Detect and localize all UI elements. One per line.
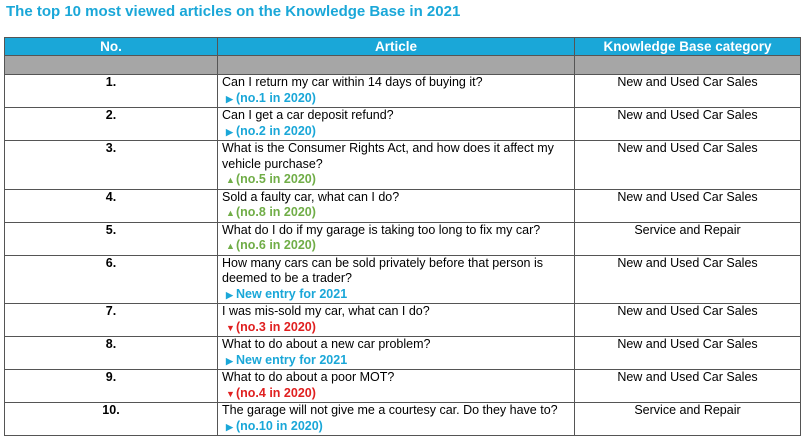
article-cell bbox=[218, 370, 575, 403]
triangle-right-icon: ▶ bbox=[226, 355, 233, 366]
rank-number: 8. bbox=[5, 337, 218, 370]
table-row bbox=[5, 222, 801, 255]
triangle-right-icon: ▶ bbox=[226, 421, 233, 432]
table-row bbox=[5, 141, 801, 190]
triangle-up-icon: ▲ bbox=[226, 241, 235, 251]
category-cell: New and Used Car Sales bbox=[575, 108, 801, 141]
article-cell bbox=[218, 255, 575, 304]
rank-number: 10. bbox=[5, 403, 218, 436]
category-cell: Service and Repair bbox=[575, 222, 801, 255]
table-row bbox=[5, 304, 801, 337]
triangle-down-icon: ▼ bbox=[226, 322, 235, 333]
triangle-right-icon: ▶ bbox=[226, 93, 233, 104]
rank-number: 7. bbox=[5, 304, 218, 337]
article-question[interactable]: What is the Consumer Rights Act, and how does it affect my vehicle purchase? bbox=[222, 141, 554, 171]
rank-number: 5. bbox=[5, 222, 218, 255]
article-question[interactable]: The garage will not give me a courtesy car. Do they have to? bbox=[222, 403, 558, 417]
article-cell bbox=[218, 337, 575, 370]
triangle-up-icon: ▲ bbox=[226, 208, 235, 218]
table-row bbox=[5, 337, 801, 370]
rank-number: 9. bbox=[5, 370, 218, 403]
subheader-cell bbox=[218, 56, 575, 75]
table-row bbox=[5, 108, 801, 141]
rank-change-label: (no.4 in 2020) bbox=[236, 385, 316, 400]
rank-change bbox=[222, 91, 568, 108]
rank-change-label: (no.6 in 2020) bbox=[236, 238, 316, 252]
column-header-no: No. bbox=[5, 38, 218, 56]
table-header-row bbox=[5, 38, 801, 56]
rank-change-label: (no.2 in 2020) bbox=[236, 123, 316, 138]
article-question[interactable]: What do I do if my garage is taking too long to fix my car? bbox=[222, 222, 541, 237]
rank-change bbox=[222, 238, 568, 255]
table-subheader-row bbox=[5, 56, 801, 75]
rank-change bbox=[222, 124, 568, 141]
column-header-category: Knowledge Base category bbox=[575, 38, 801, 56]
article-question[interactable]: I was mis-sold my car, what can I do? bbox=[222, 304, 430, 318]
article-cell bbox=[218, 141, 575, 190]
rank-number: 3. bbox=[5, 141, 218, 190]
page-title: The top 10 most viewed articles on the Knowledge Base in 2021 bbox=[6, 3, 461, 20]
table-row bbox=[5, 255, 801, 304]
subheader-cell bbox=[575, 56, 801, 75]
rank-change bbox=[222, 172, 568, 189]
rank-change-label: (no.5 in 2020) bbox=[236, 172, 316, 186]
triangle-up-icon: ▲ bbox=[226, 175, 235, 185]
table-row bbox=[5, 75, 801, 108]
article-question[interactable]: What to do about a poor MOT? bbox=[222, 370, 395, 384]
rank-change-label: (no.8 in 2020) bbox=[236, 205, 316, 219]
rank-change bbox=[222, 419, 568, 436]
rank-number: 6. bbox=[5, 255, 218, 304]
triangle-right-icon: ▶ bbox=[226, 126, 233, 137]
category-cell: New and Used Car Sales bbox=[575, 75, 801, 108]
subheader-cell bbox=[5, 56, 218, 75]
articles-table bbox=[4, 37, 801, 436]
rank-change bbox=[222, 386, 568, 403]
rank-number: 1. bbox=[5, 75, 218, 108]
rank-change-label: (no.1 in 2020) bbox=[236, 90, 316, 105]
column-header-article: Article bbox=[218, 38, 575, 56]
table-row bbox=[5, 370, 801, 403]
rank-change-label: New entry for 2021 bbox=[236, 352, 348, 367]
category-cell: New and Used Car Sales bbox=[575, 255, 801, 304]
article-question[interactable]: What to do about a new car problem? bbox=[222, 337, 431, 351]
rank-change-label: New entry for 2021 bbox=[236, 286, 348, 301]
article-question[interactable]: Sold a faulty car, what can I do? bbox=[222, 189, 400, 204]
category-cell: Service and Repair bbox=[575, 403, 801, 436]
rank-change-label: (no.3 in 2020) bbox=[236, 319, 316, 334]
rank-change bbox=[222, 353, 568, 370]
rank-number: 2. bbox=[5, 108, 218, 141]
article-cell bbox=[218, 189, 575, 222]
article-cell bbox=[218, 222, 575, 255]
category-cell: New and Used Car Sales bbox=[575, 189, 801, 222]
rank-change bbox=[222, 287, 568, 304]
table-row bbox=[5, 189, 801, 222]
article-question[interactable]: Can I get a car deposit refund? bbox=[222, 108, 394, 122]
article-question[interactable]: Can I return my car within 14 days of buying it? bbox=[222, 75, 483, 89]
article-question[interactable]: How many cars can be sold privately before that person is deemed to be a trader? bbox=[222, 255, 543, 285]
article-cell bbox=[218, 75, 575, 108]
article-cell bbox=[218, 403, 575, 436]
category-cell: New and Used Car Sales bbox=[575, 304, 801, 337]
rank-change bbox=[222, 320, 568, 337]
article-cell bbox=[218, 304, 575, 337]
triangle-down-icon: ▼ bbox=[226, 388, 235, 399]
article-cell bbox=[218, 108, 575, 141]
category-cell: New and Used Car Sales bbox=[575, 337, 801, 370]
rank-change-label: (no.10 in 2020) bbox=[236, 418, 323, 433]
category-cell: New and Used Car Sales bbox=[575, 141, 801, 190]
category-cell: New and Used Car Sales bbox=[575, 370, 801, 403]
triangle-right-icon: ▶ bbox=[226, 289, 233, 300]
rank-number: 4. bbox=[5, 189, 218, 222]
rank-change bbox=[222, 205, 568, 222]
table-row bbox=[5, 403, 801, 436]
